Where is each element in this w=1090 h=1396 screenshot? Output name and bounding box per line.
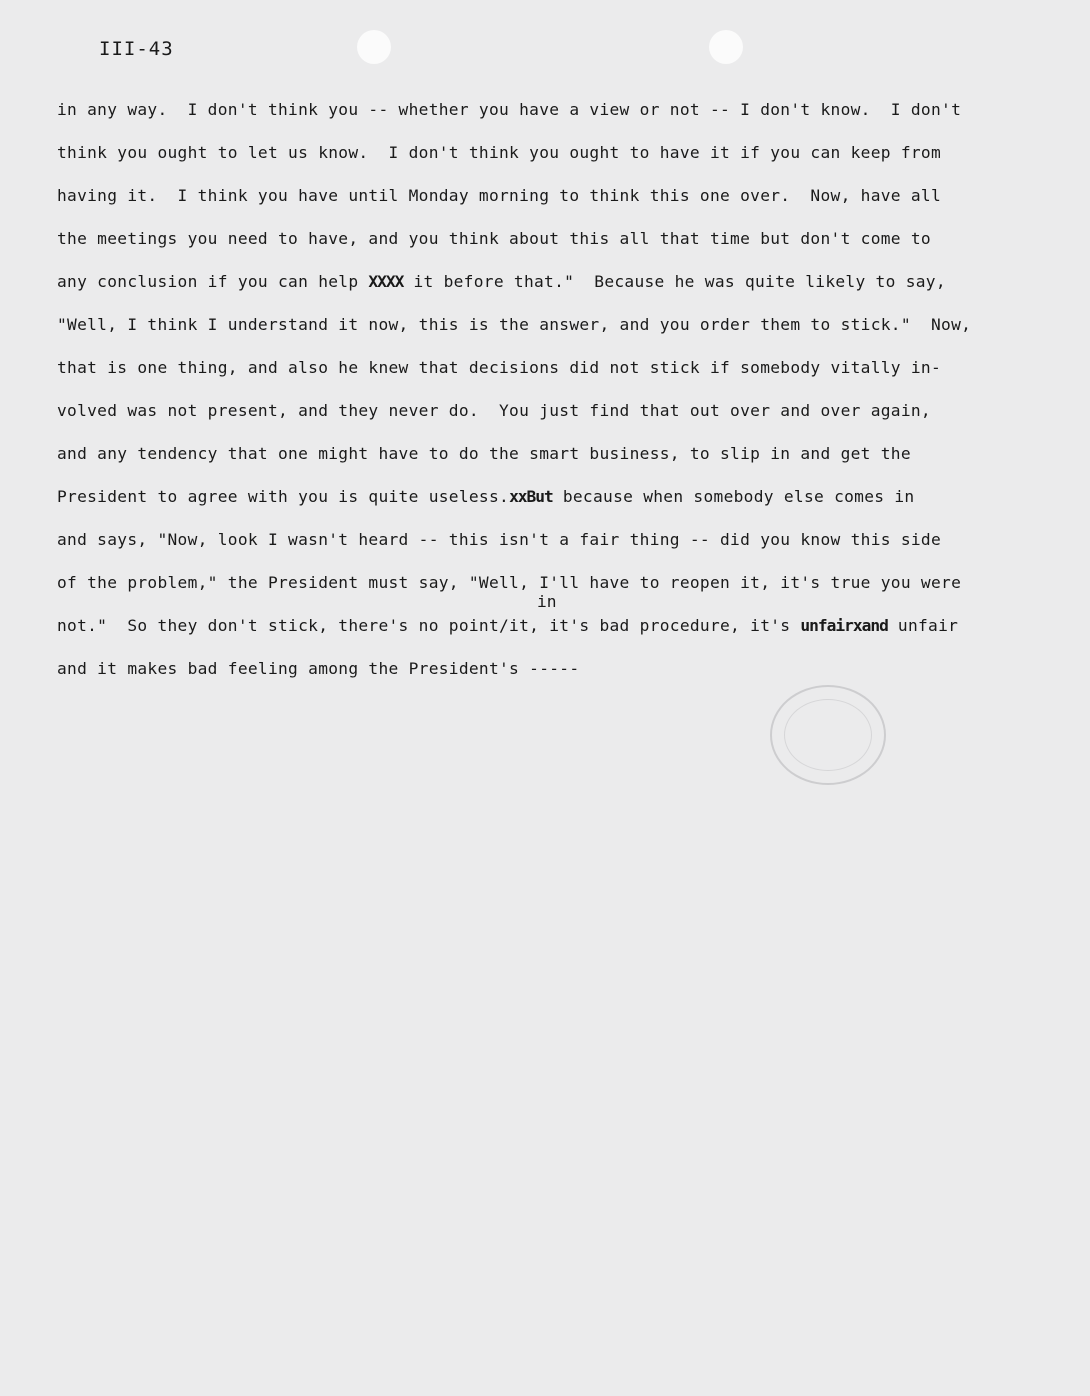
text-segment: it before that." Because he was quite likely to say, [403, 272, 946, 291]
text-segment: "Well, I think I understand it now, this is the answer, and you order them to stick." Now, [57, 315, 972, 334]
text-line [57, 573, 961, 592]
text-line [57, 659, 579, 678]
text-segment: not." So they don't stick, there's no point/it, it's bad procedure, it's [57, 616, 801, 635]
text-line [57, 186, 941, 205]
text-segment: the meetings you need to have, and you think about this all that time but don't come to [57, 229, 931, 248]
text-segment: and says, "Now, look I wasn't heard -- this isn't a fair thing -- did you know this side [57, 530, 942, 549]
archive-stamp [770, 685, 886, 785]
text-line [57, 272, 946, 291]
text-line [57, 229, 931, 248]
struck-out-text: unfairxand [800, 616, 888, 635]
text-line [57, 487, 914, 506]
text-segment: and any tendency that one might have to do the smart business, to slip in and get the [57, 444, 911, 463]
text-segment: that is one thing, and also he knew that decisions did not stick if somebody vitally in- [57, 358, 942, 377]
punch-hole-left [357, 30, 391, 64]
text-segment: of the problem," the President must say, "Well, I'll have to reopen it, it's true you were [57, 573, 962, 592]
text-segment: having it. I think you have until Monday morning to think this one over. Now, have all [57, 186, 942, 205]
text-line [57, 444, 911, 463]
text-segment: because when somebody else comes in [552, 487, 915, 506]
text-line [57, 100, 961, 119]
text-segment: any conclusion if you can help [57, 272, 369, 291]
text-segment: volved was not present, and they never do. You just find that out over and over again, [57, 401, 931, 420]
archive-stamp-inner-ring [784, 699, 872, 771]
handwritten-insertion: in [537, 592, 557, 611]
punch-hole-right [709, 30, 743, 64]
text-line [57, 315, 971, 334]
text-line [57, 401, 931, 420]
text-line [57, 530, 941, 549]
text-segment: unfair [887, 616, 959, 635]
struck-out-text: XXXX [368, 272, 404, 291]
text-line [57, 616, 958, 635]
text-segment: think you ought to let us know. I don't think you ought to have it if you can keep from [57, 143, 942, 162]
page-number: III-43 [99, 38, 174, 60]
text-line [57, 143, 941, 162]
struck-out-text: xxBut [509, 487, 553, 506]
text-line [57, 358, 941, 377]
text-segment: in any way. I don't think you -- whether you have a view or not -- I don't know. I don't [57, 100, 962, 119]
text-segment: President to agree with you is quite useless. [57, 487, 510, 506]
text-segment: and it makes bad feeling among the President's ----- [57, 659, 580, 678]
